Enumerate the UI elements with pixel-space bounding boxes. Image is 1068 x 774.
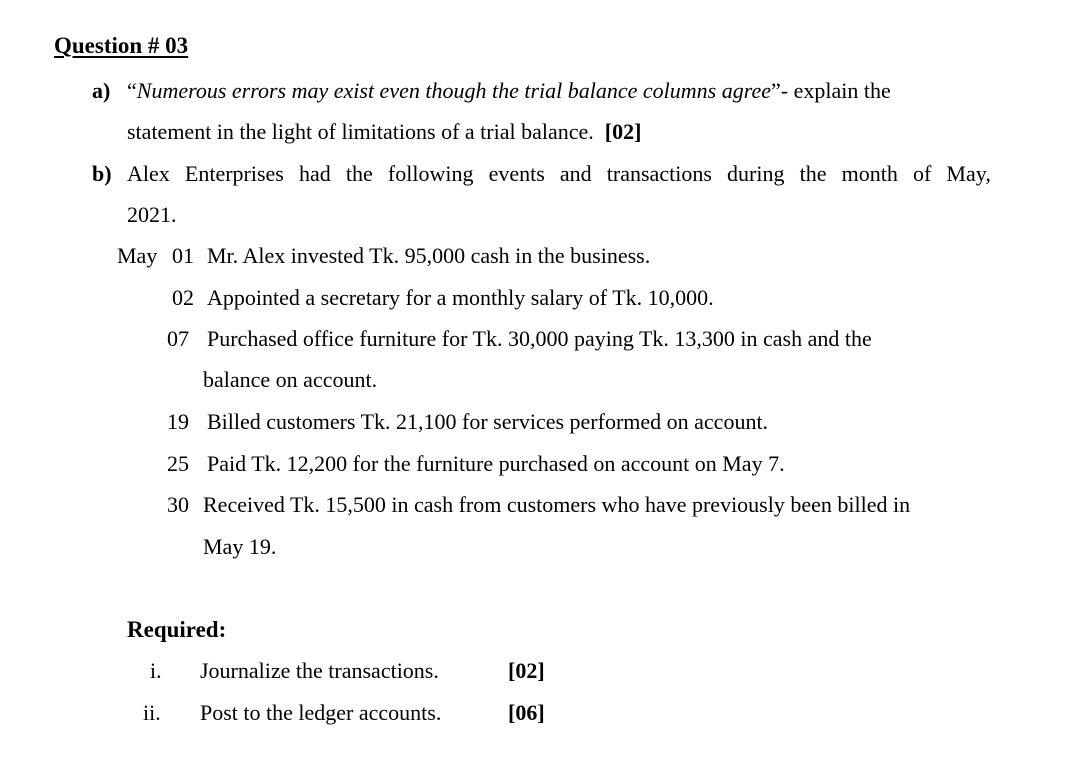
question-title: Question # 03	[54, 33, 189, 58]
part-b-line2: 2021.	[127, 202, 177, 227]
transaction-month: May	[117, 243, 158, 268]
transaction-day: 30	[167, 492, 189, 517]
part-b-word: Enterprises	[184, 161, 284, 186]
part-a-quote-open: “	[127, 78, 137, 103]
transaction-text-cont: May 19.	[203, 534, 277, 559]
transaction-day: 02	[172, 285, 194, 310]
part-b-word: month	[841, 161, 898, 186]
transaction-text: Received Tk. 15,500 in cash from customers who have previously been billed in	[203, 492, 911, 517]
part-b-word: the	[799, 161, 827, 186]
transaction-text: Appointed a secretary for a monthly salary of Tk. 10,000.	[207, 285, 714, 310]
part-b-word: following	[387, 161, 474, 186]
transaction-day: 07	[167, 326, 189, 351]
part-b-word: the	[345, 161, 373, 186]
transaction-day: 19	[167, 409, 189, 434]
required-item-number: i.	[150, 658, 162, 683]
part-b-label: b)	[92, 161, 112, 186]
transaction-day: 01	[172, 243, 194, 268]
part-a-quote-close: ”- explain the	[770, 78, 891, 103]
required-item-marks: [02]	[508, 658, 545, 683]
part-b-word: transactions	[606, 161, 712, 186]
part-b-word: events	[488, 161, 545, 186]
required-item-text: Journalize the transactions.	[200, 658, 439, 683]
required-item-text: Post to the ledger accounts.	[200, 700, 442, 725]
transaction-text: Mr. Alex invested Tk. 95,000 cash in the business.	[207, 243, 651, 268]
part-a-marks: [02]	[604, 119, 642, 144]
transaction-text-cont: balance on account.	[203, 367, 378, 392]
required-item-number: ii.	[143, 700, 161, 725]
part-a-statement: statement in the light of limitations of a trial balance.	[127, 119, 594, 144]
required-item-marks: [06]	[508, 700, 545, 725]
part-a-line2	[127, 119, 641, 145]
transaction-text: Billed customers Tk. 21,100 for services performed on account.	[207, 409, 769, 434]
part-b-word: May,	[946, 161, 991, 186]
required-heading: Required:	[127, 617, 227, 642]
part-b-word: and	[559, 161, 592, 186]
part-b-word: had	[298, 161, 331, 186]
part-a-line1	[127, 78, 891, 104]
transaction-day: 25	[167, 451, 189, 476]
part-b-word: of	[912, 161, 932, 186]
part-b-line1	[127, 161, 991, 187]
part-a-label: a)	[92, 78, 111, 103]
transaction-text: Paid Tk. 12,200 for the furniture purchased on account on May 7.	[207, 451, 785, 476]
transaction-text: Purchased office furniture for Tk. 30,000 paying Tk. 13,300 in cash and the	[207, 326, 872, 351]
part-b-word: during	[727, 161, 785, 186]
part-b-word: Alex	[127, 161, 170, 186]
part-a-quote: Numerous errors may exist even though the trial balance columns agree	[136, 78, 771, 103]
